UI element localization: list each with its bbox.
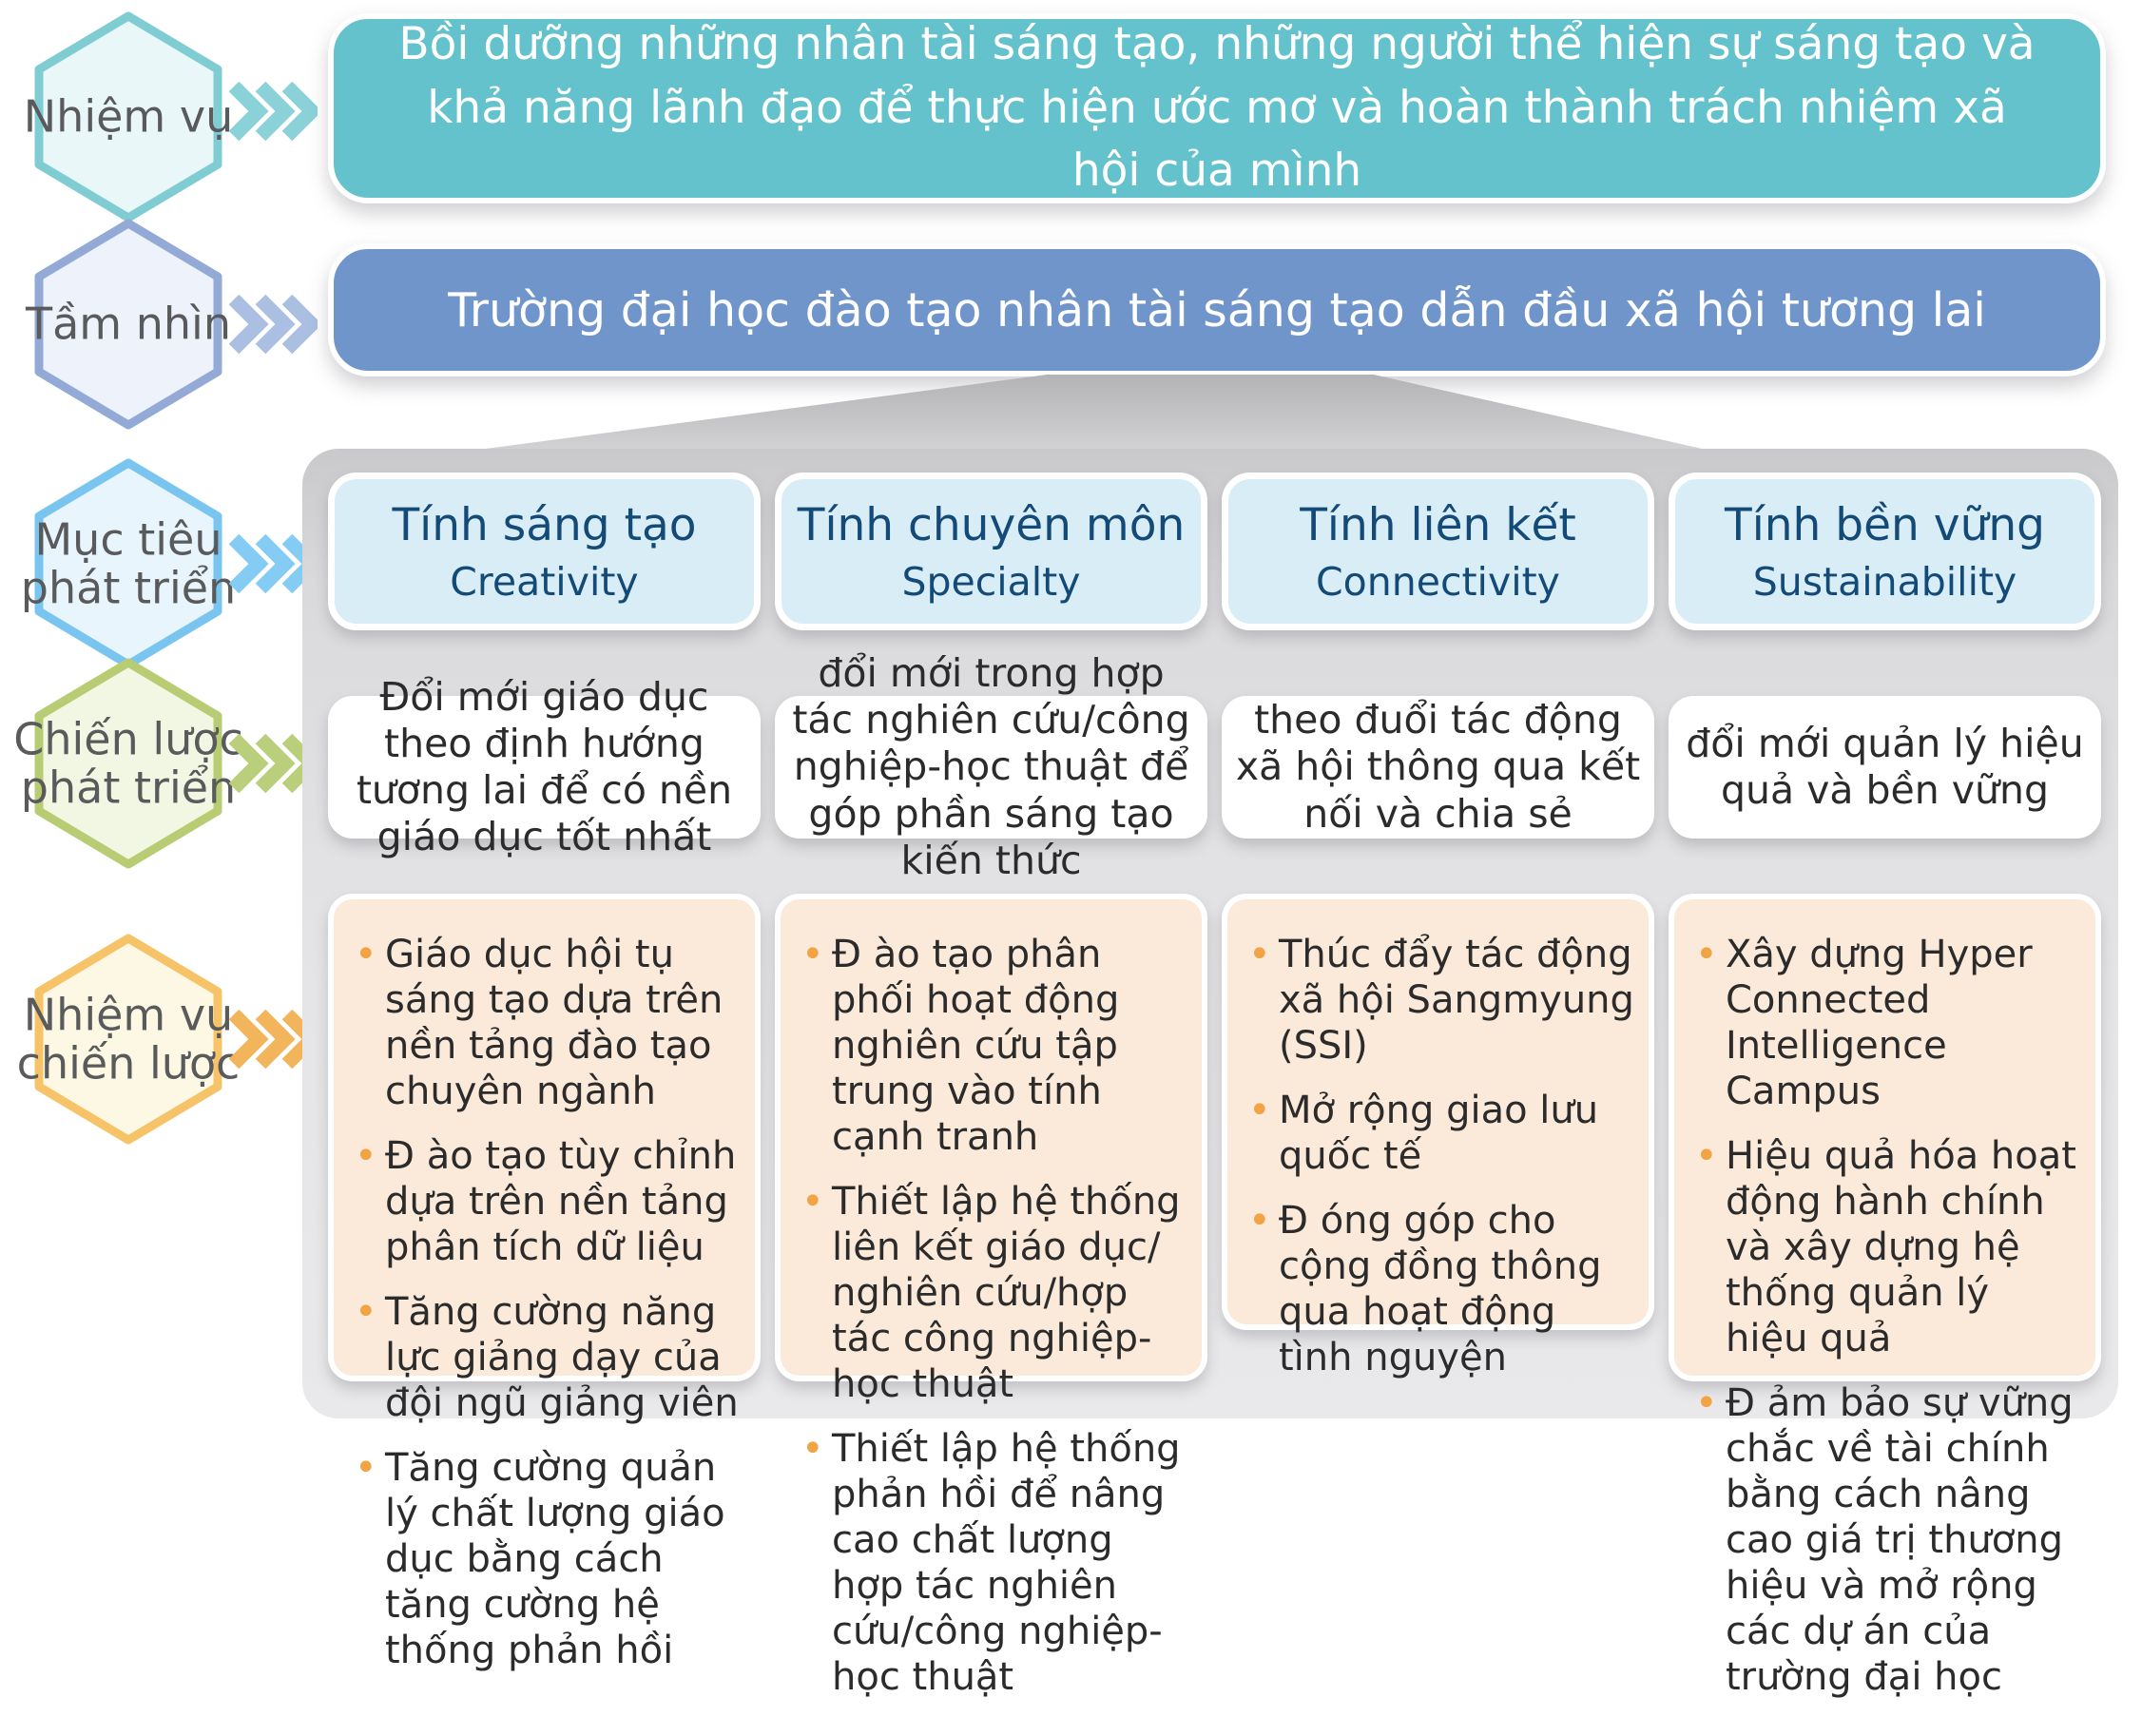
rail-label: Nhiệm vụ: [23, 90, 234, 143]
strategy-text: đổi mới quản lý hiệu quả và bền vững: [1686, 720, 2084, 813]
mission-text: Bồi dưỡng những nhân tài sáng tạo, những người thể hiện sự sáng tạo và khả năng lãnh đạo để thực hiện ước mơ và hoàn thành trách nhiệm xã hội của mình: [398, 17, 2036, 198]
column-title-en: Specialty: [901, 558, 1081, 605]
column-header-connectivity: [1222, 473, 1654, 630]
strategy-card-connectivity: [1222, 696, 1654, 839]
mission-box: [328, 13, 2106, 203]
task-item: • Thiết lập hệ thống phản hồi để nâng cao chất lượng hợp tác nghiên cứu/công nghiệp-học thuật: [794, 1426, 1188, 1700]
strategy-text: Đổi mới giáo dục theo định hướng tương lai để có nền giáo dục tốt nhất: [356, 673, 733, 860]
strategy-card-creativity: [328, 673, 761, 860]
strategy-card-specialty: [775, 650, 1207, 883]
rail-label: Chiến lược phát triển: [13, 713, 243, 813]
task-item: • Tăng cường quản lý chất lượng giáo dục bằng cách tăng cường hệ thống phản hồi: [347, 1445, 742, 1673]
column-title-vi: Tính liên kết: [1300, 498, 1576, 551]
task-item: • Giáo dục hội tụ sáng tạo dựa trên nền tảng đào tạo chuyên ngành: [347, 932, 742, 1114]
column-title-en: Connectivity: [1316, 558, 1560, 605]
column-title-vi: Tính sáng tạo: [392, 498, 697, 551]
hex-badge-strategic-tasks: [16, 932, 241, 1147]
column-title-en: Creativity: [450, 558, 639, 605]
task-item: • Đ ào tạo tùy chỉnh dựa trên nền tảng phân tích dữ liệu: [347, 1133, 742, 1270]
rail-label: Tầm nhìn: [26, 298, 231, 350]
column-title-vi: Tính chuyên môn: [797, 498, 1186, 551]
chevron-arrows-icon: [226, 81, 318, 142]
funnel-connector: [302, 375, 2118, 453]
vision-box: [328, 243, 2106, 376]
strategy-card-sustainability: [1669, 696, 2101, 839]
task-item: • Đ ảm bảo sự vững chắc về tài chính bằng cách nâng cao giá trị thương hiệu và mở rộng các dự án của trường đại học: [1688, 1380, 2082, 1700]
task-item: • Mở rộng giao lưu quốc tế: [1241, 1088, 1635, 1179]
task-item: • Thiết lập hệ thống liên kết giáo dục/ nghiên cứu/hợp tác công nghiệp-học thuật: [794, 1179, 1188, 1407]
task-item: • Tăng cường năng lực giảng dạy của đội ngũ giảng viên: [347, 1289, 742, 1426]
task-list: [1241, 932, 1635, 1380]
task-item: • Thúc đẩy tác động xã hội Sangmyung (SSI): [1241, 932, 1635, 1069]
vision-text: Trường đại học đào tạo nhân tài sáng tạo dẫn đầu xã hội tương lai: [448, 282, 1986, 338]
tasks-card-sustainability: [1669, 894, 2101, 1699]
strategy-text: đổi mới trong hợp tác nghiên cứu/công nghiệp-học thuật để góp phần sáng tạo kiến thức: [792, 650, 1190, 883]
tasks-card-specialty: [775, 894, 1207, 1699]
task-item: • Hiệu quả hóa hoạt động hành chính và xây dựng hệ thống quản lý hiệu quả: [1688, 1133, 2082, 1361]
task-item: • Xây dựng Hyper Connected Intelligence Campus: [1688, 932, 2082, 1114]
rail-label: Nhiệm vụ chiến lược: [16, 989, 241, 1089]
task-item: • Đ óng góp cho cộng đồng thông qua hoạt động tình nguyện: [1241, 1198, 1635, 1380]
hex-badge-vision: [26, 217, 231, 432]
hex-badge-development-goals: [20, 456, 237, 671]
column-header-specialty: [775, 473, 1207, 630]
column-header-creativity: [328, 473, 761, 630]
task-list: [347, 932, 742, 1673]
rail-label: Mục tiêu phát triển: [20, 513, 237, 613]
task-item: • Đ ào tạo phân phối hoạt động nghiên cứu tập trung vào tính cạnh tranh: [794, 932, 1188, 1160]
tasks-card-creativity: [328, 894, 761, 1672]
column-title-en: Sustainability: [1752, 558, 2017, 605]
task-list: [794, 932, 1188, 1700]
hex-badge-development-strategy: [13, 656, 243, 871]
task-list: [1688, 932, 2082, 1700]
column-header-sustainability: [1669, 473, 2101, 630]
hex-badge-mission: [23, 10, 234, 224]
strategy-text: theo đuổi tác động xã hội thông qua kết nối và chia sẻ: [1235, 697, 1641, 837]
column-title-vi: Tính bền vững: [1725, 498, 2045, 551]
chevron-arrows-icon: [226, 294, 318, 355]
tasks-card-connectivity: [1222, 894, 1654, 1379]
